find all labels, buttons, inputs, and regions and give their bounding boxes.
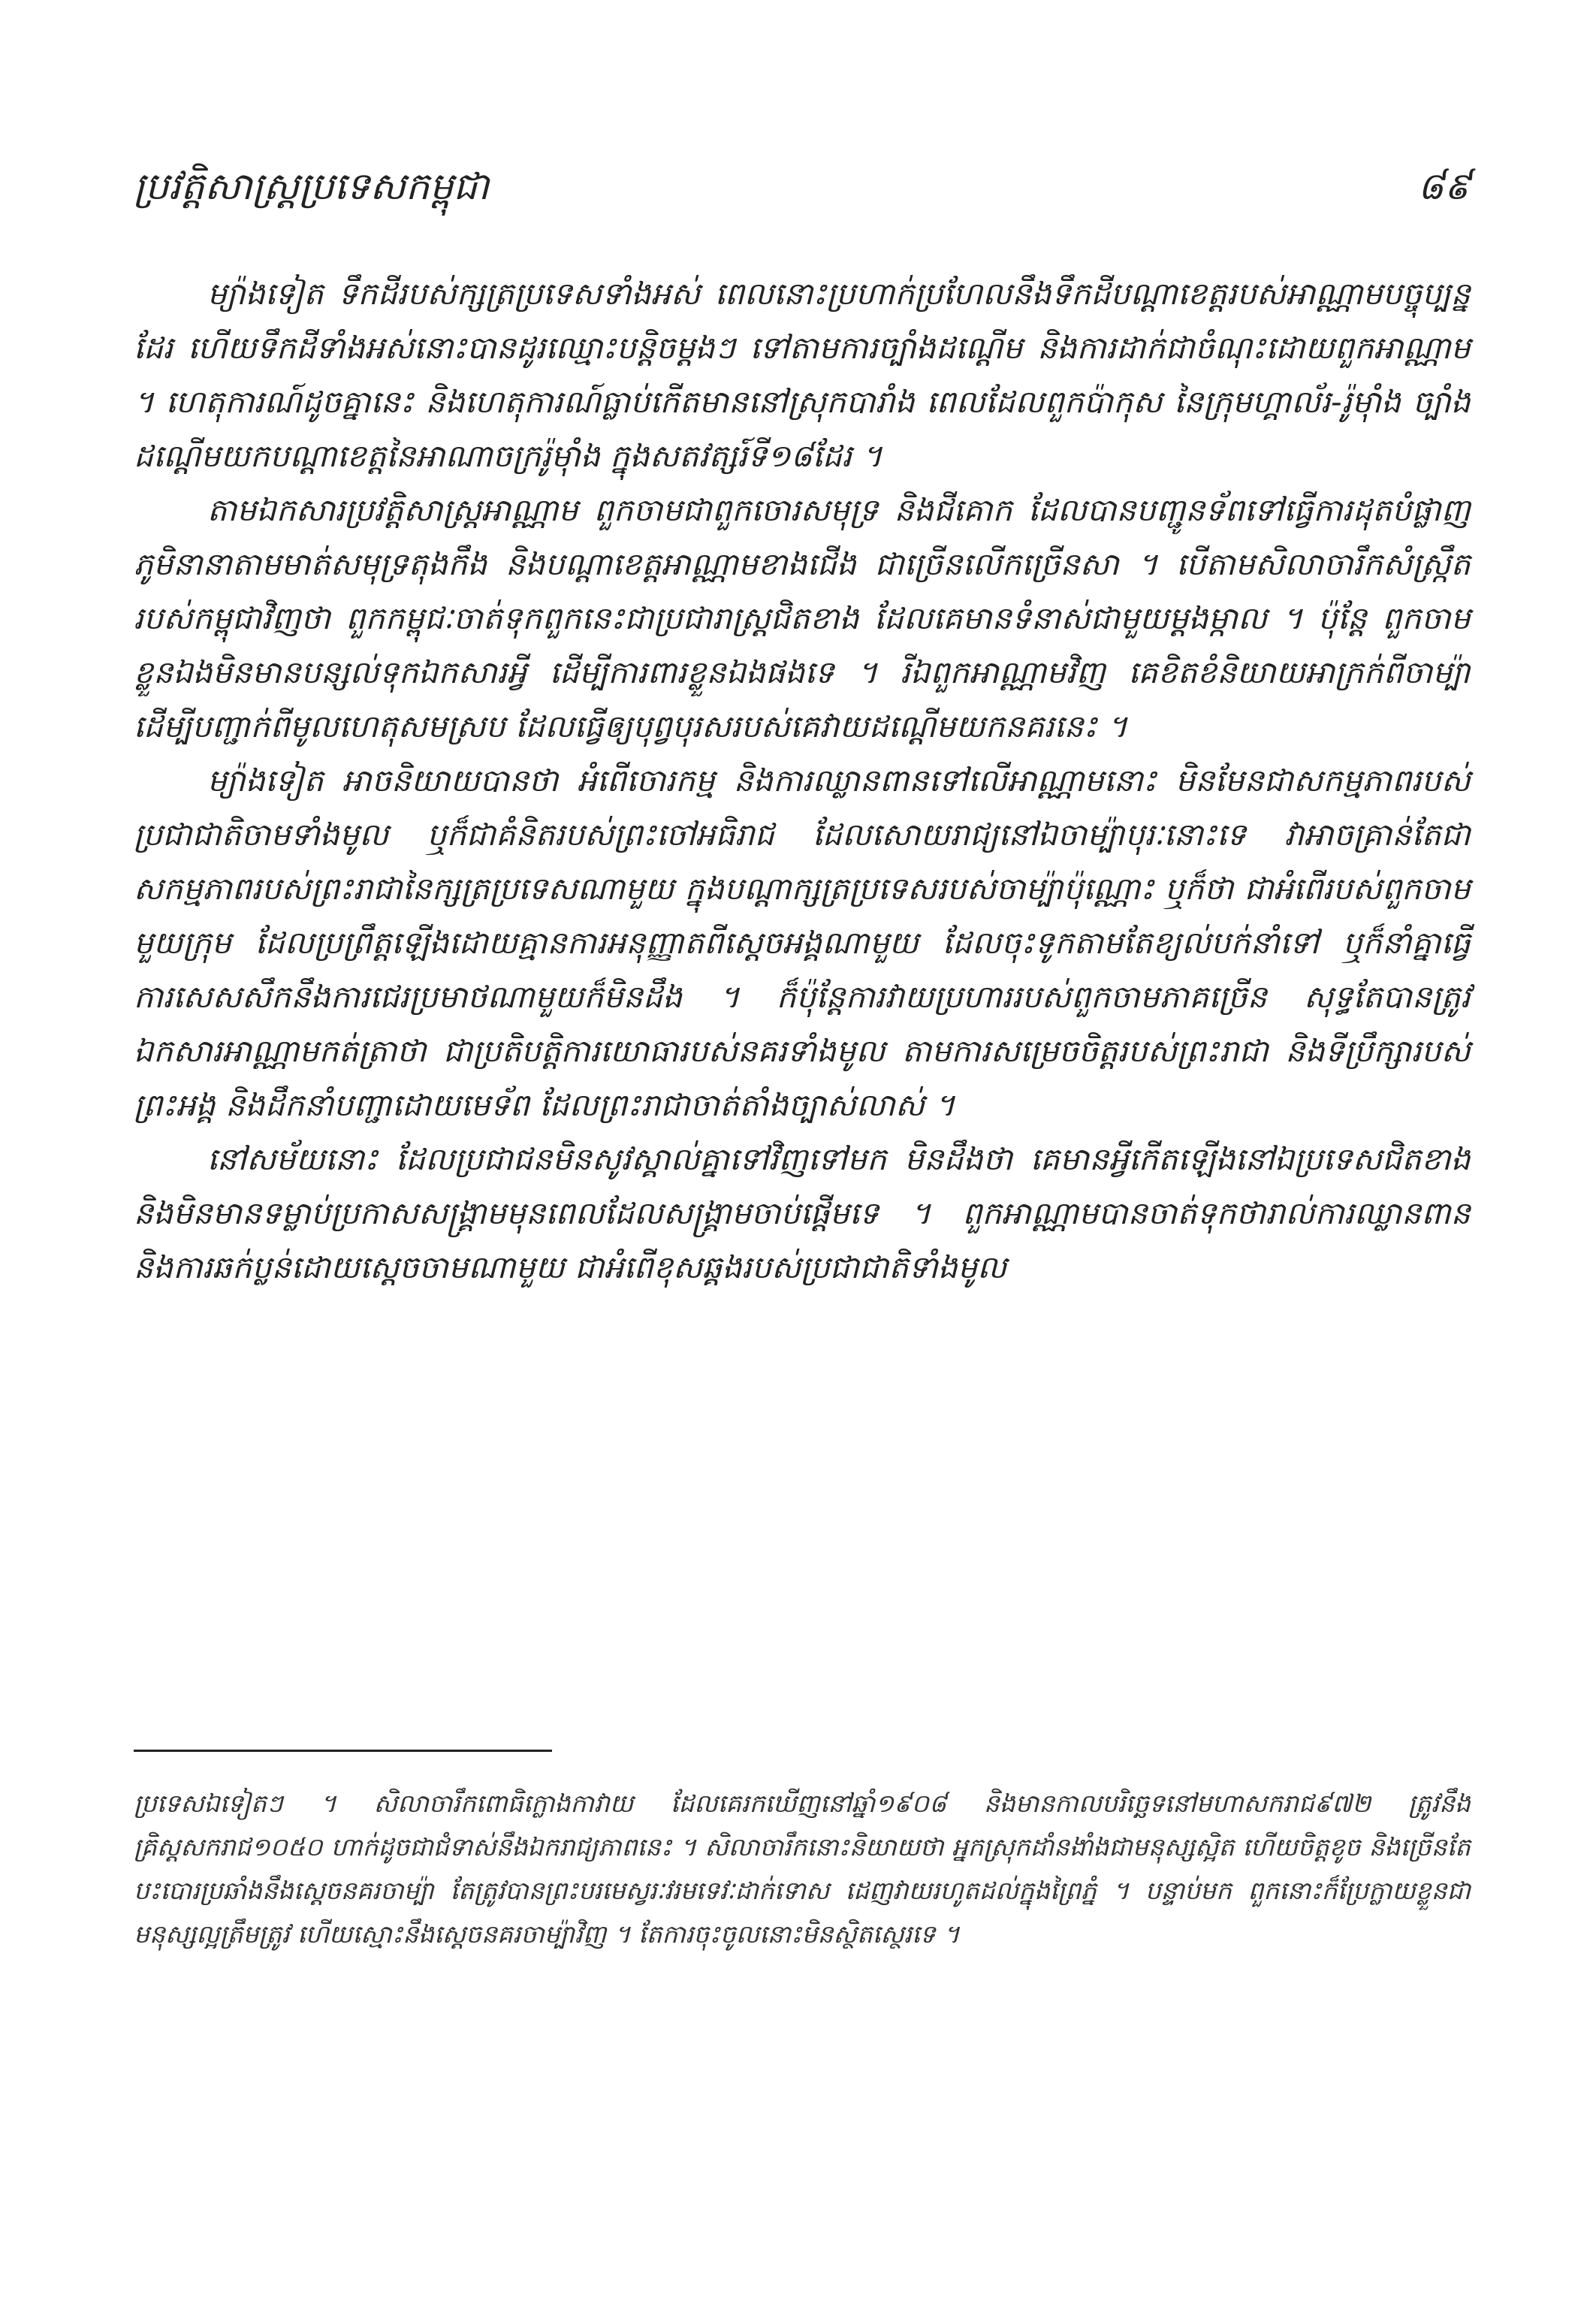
body-text <box>134 267 1471 1294</box>
footnote-divider <box>134 1750 552 1752</box>
page-number: ៨៩ <box>1417 165 1471 208</box>
paragraph-1: ម្យ៉ាងទៀត ទឹកដីរបស់ក្សត្រប្រទេសទាំងអស់ ពេលនោះប្រហាក់ប្រហែលនឹងទឹកដីបណ្ដាខេត្តរបស់អាណ្ណាមបច្ចុប្បន្នដែរ ហើយទឹកដីទាំងអស់នោះបានដូរឈ្មោះបន្តិចម្ដងៗ ទៅតាមការច្បាំងដណ្ដើម និងការដាក់ជាចំណុះដោយពួកអាណ្ណាម ។ ហេតុការណ៍ដូចគ្នានេះ និងហេតុការណ៍ធ្លាប់កើតមាននៅស្រុកបារាំង ពេលដែលពួកប៉ាកុស នៃក្រុមហ្គាល័រ-រ៉ូម៉ាំង ច្បាំងដណ្ដើមយកបណ្ដាខេត្តនៃអាណាចក្ររ៉ូម៉ាំង ក្នុងសតវត្សរ៍ទី១៨ដែរ ។ <box>134 276 1471 474</box>
paragraph-4: នៅសម័យនោះ ដែលប្រជាជនមិនសូវស្គាល់គ្នាទៅវិញទៅមក មិនដឹងថា គេមានអ្វីកើតឡើងនៅឯប្រទេសជិតខាង និងមិនមានទម្លាប់ប្រកាសសង្គ្រាមមុនពេលដែលសង្គ្រាមចាប់ផ្ដើមទេ ។ ពួកអាណ្ណាមបានចាត់ទុកថារាល់ការឈ្លានពាន និងការឆក់ប្លន់ដោយស្ដេចចាមណាមួយ ជាអំពើខុសឆ្គងរបស់ប្រជាជាតិទាំងមូល <box>134 1141 1471 1285</box>
footnote-text: ប្រទេសឯទៀតៗ ។ សិលាចារឹកពោធិក្លោងកាវាយ ដែលគេរកឃើញនៅឆ្នាំ១៩០៨ និងមានកាលបរិច្ឆេទនៅមហាសករាជ៩៧២ ត្រូវនឹងគ្រិស្តសករាជ១០៥០ ហាក់ដូចជាជំទាស់នឹងឯករាជ្យភាពនេះ ។ សិលាចារឹកនោះនិយាយថា អ្នកស្រុកដាំនងាំងជាមនុស្សស្អិត ហើយចិត្តខូច និងច្រើនតែបះបោរប្រឆាំងនឹងស្ដេចនគរចាម្ប៉ា តែត្រូវបានព្រះបរមេស្វរៈវរមទេវៈដាក់ទោស ដេញវាយរហូតដល់ក្នុងព្រៃភ្នំ ។ បន្ទាប់មក ពួកនោះក៏ប្រែក្លាយខ្លួនជាមនុស្សល្អត្រឹមត្រូវ ហើយស្មោះនឹងស្ដេចនគរចាម្ប៉ាវិញ ។ តែការចុះចូលនោះមិនស្ថិតស្ថេរទេ ។ <box>134 1789 1471 1949</box>
paragraph-3: ម្យ៉ាងទៀត អាចនិយាយបានថា អំពើចោរកម្ម និងការឈ្លានពានទៅលើអាណ្ណាមនោះ មិនមែនជាសកម្មភាពរបស់ប្រជាជាតិចាមទាំងមូល ឬក៏ជាគំនិតរបស់ព្រះចៅអធិរាជ ដែលសោយរាជ្យនៅឯចាម្ប៉ាបុរៈនោះទេ វាអាចគ្រាន់តែជាសកម្មភាពរបស់ព្រះរាជានៃក្សត្រប្រទេសណាមួយ ក្នុងបណ្ដាក្សត្រប្រទេសរបស់ចាម្ប៉ាប៉ុណ្ណោះ ឬក៏ថា ជាអំពើរបស់ពួកចាមមួយក្រុម ដែលប្រព្រឹត្តឡើងដោយគ្មានការអនុញ្ញាតពីស្ដេចអង្គណាមួយ ដែលចុះទូកតាមតែខ្យល់បក់នាំទៅ ឬក៏នាំគ្នាធ្វើការសេសសឹកនឹងការជេរប្រមាថណាមួយក៏មិនដឹង ។ ក៏ប៉ុន្តែការវាយប្រហាររបស់ពួកចាមភាគច្រើន សុទ្ធតែបានត្រូវឯកសារអាណ្ណាមកត់ត្រាថា ជាប្រតិបត្តិការយោធារបស់នគរទាំងមូល តាមការសម្រេចចិត្តរបស់ព្រះរាជា និងទីប្រឹក្សារបស់ព្រះអង្គ និងដឹកនាំបញ្ជាដោយមេទ័ព ដែលព្រះរាជាចាត់តាំងច្បាស់លាស់ ។ <box>134 762 1471 1123</box>
running-header <box>134 156 1471 216</box>
paragraph-2: តាមឯកសារប្រវត្តិសាស្ត្រអាណ្ណាម ពួកចាមជាពួកចោរសមុទ្រ និងជីគោក ដែលបានបញ្ជូនទ័ពទៅធ្វើការដុតបំផ្លាញភូមិនានាតាមមាត់សមុទ្រតុងកឹង និងបណ្ដាខេត្តអាណ្ណាមខាងជើង ជាច្រើនលើកច្រើនសា ។ បើតាមសិលាចារឹកសំស្ក្រឹតរបស់កម្ពុជាវិញថា ពួកកម្ពុជៈចាត់ទុកពួកនេះជាប្រជារាស្ត្រជិតខាង ដែលគេមានទំនាស់ជាមួយម្ដងម្កាល ។ ប៉ុន្តែ ពួកចាមខ្លួនឯងមិនមានបន្សល់ទុកឯកសារអ្វី ដើម្បីការពារខ្លួនឯងផងទេ ។ រីឯពួកអាណ្ណាមវិញ គេខិតខំនិយាយអាក្រក់ពីចាម្ប៉ា ដើម្បីបញ្ជាក់ពីមូលហេតុសមស្រប ដែលធ្វើឲ្យបុព្វបុរសរបស់គេវាយដណ្ដើមយកនគរនេះ ។ <box>134 492 1471 744</box>
header-title: ប្រវត្តិសាស្ត្រប្រទេសកម្ពុជា <box>134 165 490 208</box>
